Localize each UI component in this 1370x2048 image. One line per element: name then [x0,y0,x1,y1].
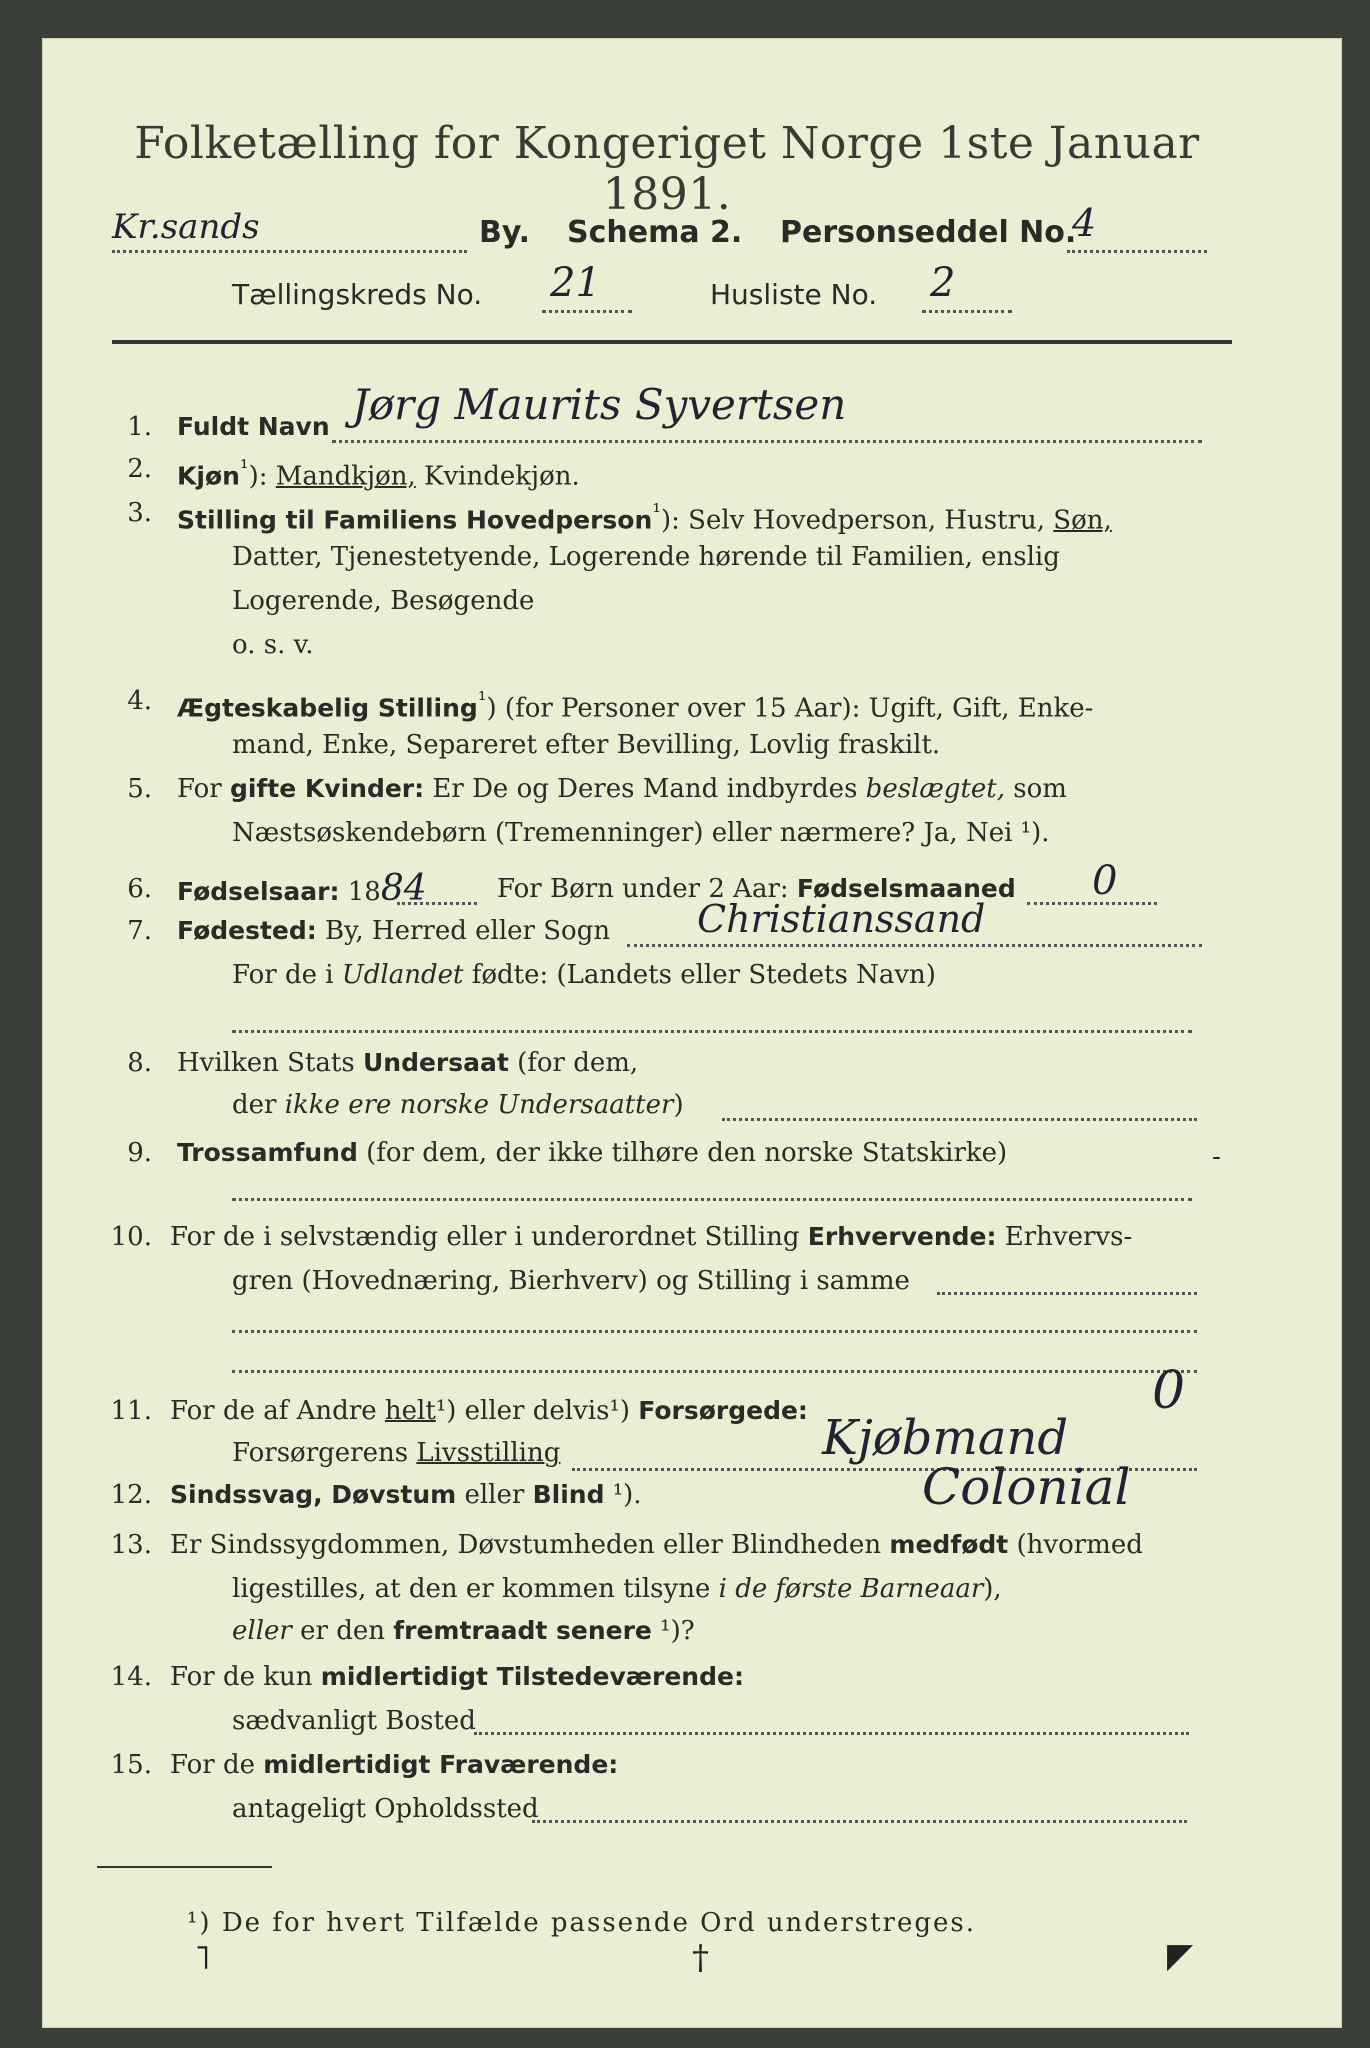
item-14-line-2: sædvanligt Bosted [232,1706,476,1736]
religion-answer: - [1212,1142,1221,1172]
option-helt-underlined: helt [384,1396,436,1426]
item-15-line-2: antageligt Opholdssted [232,1794,539,1824]
item-label: Sindssvag, Døvstum [170,1480,457,1509]
footnote-divider [97,1866,272,1868]
item-13-line-3 [232,1614,1370,1648]
item-label: Fødselsaar: [177,877,340,906]
item-text: er den [291,1616,394,1646]
item-text: Forsørgerens [232,1438,417,1468]
item-number: 14. [110,1662,152,1692]
item-10-line-2: gren (Hovednæring, Bierhverv) og Stilling i samme [232,1266,910,1296]
item-label: Forsørgede: [638,1396,808,1425]
item-number: 11. [110,1396,152,1426]
item-text: Er De og Deres Mand indbyrdes [424,774,866,804]
option-son-underlined: Søn, [1053,505,1112,536]
item-text: ): [248,461,276,492]
blank-line [232,1330,1197,1333]
item-number: 15. [110,1750,152,1780]
item-text: (hvormed [1008,1530,1143,1560]
registration-mark-icon: † [692,1938,709,1978]
full-name-answer: Jørg Maurits Syvertsen [352,380,847,429]
item-label: Erhvervende: [807,1222,997,1251]
item-number: 4. [127,686,152,716]
blank-line [532,1820,1187,1823]
item-text: fødte: (Landets eller Stedets Navn) [463,960,936,990]
item-label: Undersaat [362,1048,509,1077]
item-label: gifte Kvinder: [229,774,425,803]
option-livsstilling-underlined: Livsstilling [416,1438,561,1468]
item-label: Fødselsmaaned [796,874,1016,903]
kreds-number: 21 [550,260,601,306]
census-form [42,38,1342,2028]
item-text: For de kun [170,1662,321,1692]
footnote-ref: ¹ [652,500,661,525]
item-text: Hvilken Stats [177,1048,363,1078]
item-text: ¹)? [651,1616,695,1646]
personseddel-number: 4 [1072,201,1097,245]
item-label: Kjøn [177,461,240,491]
option-mandkjon-underlined: Mandkjøn, [275,461,416,492]
item-3-line-2: Datter, Tjenestetyende, Logerende hørende til Familien, enslig [232,542,1060,572]
item-number: 7. [127,916,152,946]
provider-occupation-answer-2: Colonial [922,1458,1131,1516]
item-label: midlertidigt Tilstedeværende: [320,1662,744,1691]
item-text: (for dem, [508,1048,639,1078]
birth-year-answer: 84 [380,868,427,909]
item-text: ¹). [604,1480,642,1510]
item-number: 5. [127,774,152,804]
item-text: ¹) eller delvis¹) [435,1396,639,1426]
item-label: Stilling til Familiens Hovedperson [177,505,653,535]
item-13-line-2 [232,1572,1370,1606]
option-kvindekjon: Kvindekjøn. [415,461,580,492]
item-label: Fødested: [177,916,317,945]
item-number: 12. [110,1480,152,1510]
item-text: eller [456,1480,533,1510]
item-4-line-2: mand, Enke, Separeret efter Bevilling, Lovlig fraskilt. [232,730,941,760]
item-label: midlertidigt Fraværende: [263,1750,619,1779]
item-8-line-2 [232,1088,1370,1122]
item-text-italic: beslægtet, [865,774,1005,804]
by-label: By. [479,215,531,250]
footnote-ref: ¹ [477,688,487,713]
item-text: (for dem, der ikke tilhøre den norske Statskirke) [357,1138,1008,1168]
item-label: Blind [532,1480,605,1509]
kreds-label: Tællingskreds No. [232,278,483,311]
birthplace-answer: Christianssand [697,897,986,941]
item-text-italic: eller [232,1616,292,1646]
item-number: 3. [127,498,152,528]
husliste-number: 2 [930,260,956,306]
item-text: Erhvervs- [996,1222,1133,1252]
town-handwritten: Kr.sands [112,207,260,247]
item-text-italic: i de første Barneaar [718,1574,984,1604]
item-text-italic: Udlandet [341,960,464,990]
year-prefix: 18 [339,877,381,907]
item-7-line-2 [232,958,1370,992]
item-text: For Børn under 2 Aar: [497,874,797,904]
item-label: fremtraadt senere [393,1616,652,1645]
schema-label: Schema 2. [567,215,743,250]
footnote: ¹) De for hvert Tilfælde passende Ord understreges. [187,1908,977,1938]
item-label: Trossamfund [177,1138,358,1167]
item-11-line-2 [232,1436,1370,1470]
item-text: ) [673,1090,684,1120]
birth-month-answer: 0 [1092,858,1118,904]
item-text: For de [170,1750,264,1780]
form-title: Folketælling for Kongeriget Norge 1ste Januar 1891. [134,118,1200,220]
item-text: ) (for Personer over 15 Aar): Ugift, Gift, Enke- [486,693,1094,724]
item-text: der [232,1090,285,1120]
item-number: 1. [127,412,152,442]
item-number: 9. [127,1138,152,1168]
item-3-line-4: o. s. v. [232,630,314,660]
blank-line [474,1732,1189,1735]
personseddel-label: Personseddel No. [780,215,1077,250]
item-text: ligestilles, at den er kommen tilsyne [232,1574,719,1604]
item-number: 13. [110,1530,152,1560]
blank-line [232,1198,1192,1201]
item-text: ), [983,1574,1002,1604]
item-number: 2. [127,454,152,484]
registration-mark-icon: ˥ [194,1938,211,1978]
item-3-line-3: Logerende, Besøgende [232,586,535,616]
blank-line [937,1292,1197,1295]
footnote-ref: ¹ [239,456,249,481]
item-5-line-2: Næstsøskendebørn (Tremenninger) eller nærmere? Ja, Nei ¹). [232,818,1050,848]
item-text: Er Sindssygdommen, Døvstumheden eller Blindheden [170,1530,890,1560]
blank-line [232,1370,1197,1373]
item-number: 6. [127,874,152,904]
provider-occupation-answer: Kjøbmand [822,1410,1069,1466]
header-divider [112,340,1232,344]
supported-answer: 0 [1152,1361,1186,1421]
item-label: Ægteskabelig Stilling [177,693,478,723]
husliste-label: Husliste No. [710,278,878,311]
item-number: 8. [127,1048,152,1078]
item-text: For [177,774,230,804]
item-text: som [1005,774,1067,804]
registration-mark-icon: ◤ [1167,1936,1194,1976]
item-text: For de af Andre [170,1396,385,1426]
item-text-italic: ikke ere norske Undersaatter [284,1090,674,1120]
item-text: ): Selv Hovedperson, Hustru, [660,505,1054,536]
item-number: 10. [110,1222,152,1252]
item-text: By, Herred eller Sogn [316,916,611,946]
item-text: For de i selvstændig eller i underordnet Stilling [170,1222,808,1252]
item-label: medfødt [889,1530,1009,1559]
blank-line [722,1118,1197,1121]
blank-line [232,1030,1192,1033]
item-text: For de i [232,960,342,990]
item-label: Fuldt Navn [177,412,330,441]
